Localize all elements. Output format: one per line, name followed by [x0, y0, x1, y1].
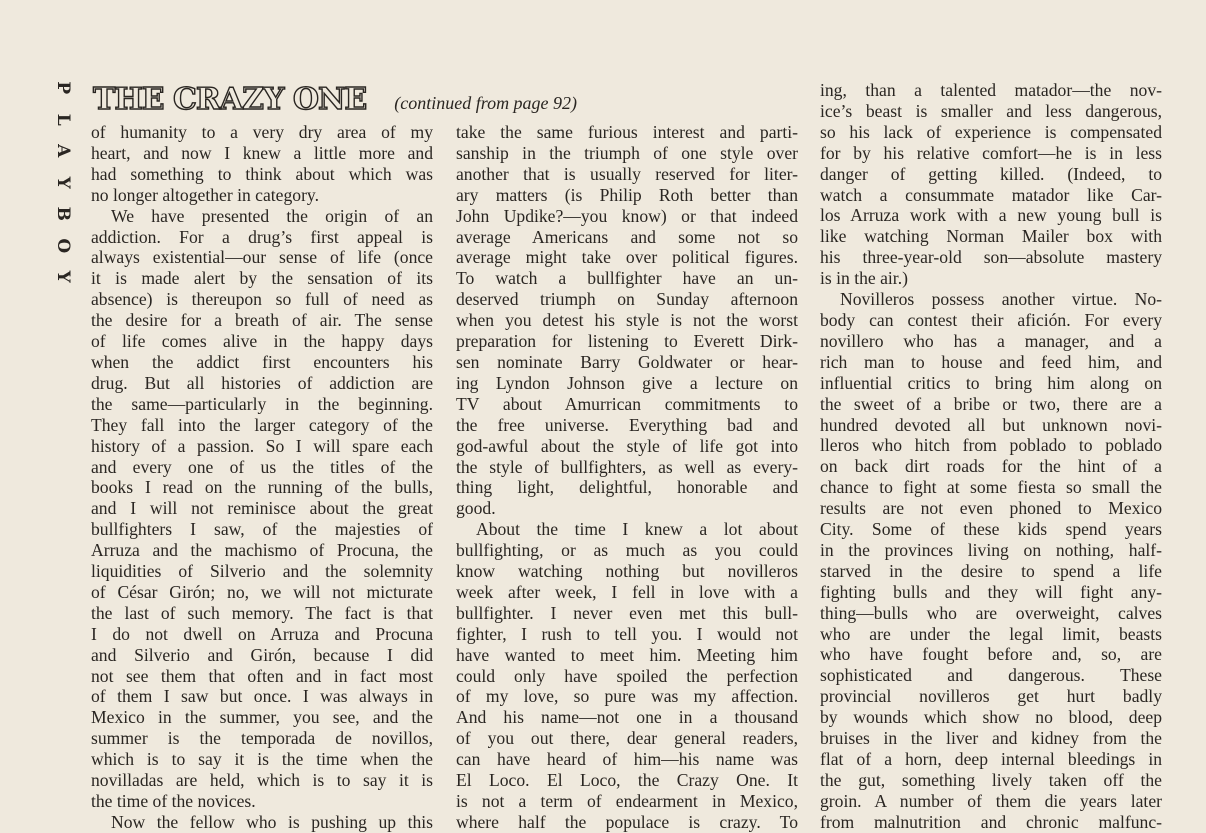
text-line: of César Girón; no, we will not micturate: [91, 581, 433, 602]
text-line: by wounds which show no blood, deep: [820, 707, 1162, 728]
text-line: could only have spoiled the perfection: [456, 665, 798, 686]
text-line: can have heard of him—his name was: [456, 749, 798, 770]
text-line: the free universe. Everything bad and: [456, 414, 798, 435]
article-header: [93, 82, 577, 118]
text-line: influential critics to bring him along on: [820, 372, 1162, 393]
text-line: so his lack of experience is compensated: [820, 121, 1162, 142]
text-line: preparation for listening to Everett Dirk-: [456, 331, 798, 352]
text-line: John Updike?—you know) or that indeed: [456, 205, 798, 226]
text-line: We have presented the origin of an: [111, 205, 433, 226]
text-line: is not a term of endearment in Mexico,: [456, 791, 798, 811]
text-line: bullfighters I saw, of the majesties of: [91, 519, 433, 540]
text-line: heart, and now I knew a little more and: [91, 142, 433, 163]
text-line: average Americans and some not so: [456, 226, 798, 247]
text-line: bruises in the liver and kidney from the: [820, 728, 1162, 749]
text-line: from malnutrition and chronic malfunc-: [820, 811, 1162, 832]
text-line: watch a consummate matador like Car-: [820, 184, 1162, 205]
text-line: rich man to house and feed him, and: [820, 351, 1162, 372]
text-line: body can contest their afición. For every: [820, 309, 1162, 330]
text-line: bullfighter. I never even met this bull-: [456, 602, 798, 623]
text-line: City. Some of these kids spend years: [820, 519, 1162, 540]
text-line: deserved triumph on Sunday afternoon: [456, 289, 798, 310]
text-line: of humanity to a very dry area of my: [91, 122, 433, 142]
text-column-3: [820, 80, 1162, 833]
text-line: who are under the legal limit, beasts: [820, 623, 1162, 644]
text-line: in the provinces living on nothing, half-: [820, 539, 1162, 560]
text-line: another that is usually reserved for liter-: [456, 163, 798, 184]
text-line: good.: [456, 498, 496, 519]
text-line: no longer altogether in category.: [91, 184, 319, 205]
text-line: books I read on the running of the bulls,: [91, 477, 433, 498]
text-line: chance to fight at some fiesta so small the: [820, 477, 1162, 498]
text-line: thing light, delightful, honorable and: [456, 477, 798, 498]
text-line: Arruza and the machismo of Procuna, the: [91, 540, 433, 561]
text-line: history of a passion. So I will spare each: [91, 435, 433, 456]
text-line: Mexico in the summer, you see, and the: [91, 707, 433, 728]
text-line: Now the fellow who is pushing up this: [111, 811, 433, 832]
text-line: ing Lyndon Johnson give a lecture on: [456, 372, 798, 393]
text-line: El Loco. El Loco, the Crazy One. It: [456, 770, 798, 791]
text-line: where half the populace is crazy. To: [456, 811, 798, 832]
text-line: drug. But all histories of addiction are: [91, 372, 433, 393]
text-line: los Arruza work with a new young bull is: [820, 205, 1162, 226]
text-line: the time of the novices.: [91, 791, 256, 811]
text-line: and Silverio and Girón, because I did: [91, 644, 433, 665]
text-line: summer is the temporada de novillos,: [91, 728, 433, 749]
text-line: the same—particularly in the beginning.: [91, 393, 433, 414]
text-line: fighting bulls and they will fight any-: [820, 581, 1162, 602]
text-line: danger of getting killed. (Indeed, to: [820, 163, 1162, 184]
brand-letter: P: [52, 81, 73, 95]
article-title: THE CRAZY ONE: [93, 82, 367, 117]
text-line: Novilleros possess another virtue. No-: [840, 289, 1162, 310]
brand-letter: A: [52, 144, 73, 158]
text-line: sophisticated and dangerous. These: [820, 665, 1162, 686]
text-line: for by his relative comfort—he is in less: [820, 142, 1162, 163]
text-line: his three-year-old son—absolute mastery: [820, 247, 1162, 268]
text-line: week after week, I fell in love with a: [456, 581, 798, 602]
text-line: ice’s beast is smaller and less dangerous,: [820, 100, 1162, 121]
text-line: TV about Amurrican commitments to: [456, 393, 798, 414]
text-line: groin. A number of them die years later: [820, 790, 1162, 811]
continued-note: (continued from page 92): [394, 93, 578, 113]
text-line: which is to say it is the time when the: [91, 749, 433, 770]
text-line: the desire for a breath of air. The sense: [91, 310, 433, 331]
text-line: have wanted to meet him. Meeting him: [456, 644, 798, 665]
text-line: bullfighting, or as much as you could: [456, 540, 798, 561]
text-line: when you detest his style is not the worst: [456, 310, 798, 331]
text-line: About the time I knew a lot about: [476, 519, 798, 540]
brand-letter: B: [52, 206, 73, 221]
text-column-1: [91, 122, 433, 833]
text-line: like watching Norman Mailer box with: [820, 226, 1162, 247]
text-line: I do not dwell on Arruza and Procuna: [91, 623, 433, 644]
text-line: They fall into the larger category of the: [91, 414, 433, 435]
text-line: not see them that often and in fact most: [91, 665, 433, 686]
text-line: and every one of us the titles of the: [91, 456, 433, 477]
text-column-2: [456, 122, 798, 833]
text-line: flat of a horn, deep internal bleedings in: [820, 749, 1162, 769]
text-line: ary matters (is Philip Roth better than: [456, 184, 798, 205]
text-line: the last of such memory. The fact is that: [91, 602, 433, 623]
text-line: had something to think about which was: [91, 163, 433, 184]
text-line: starved in the desire to spend a life: [820, 560, 1162, 581]
text-line: of life comes alive in the happy days: [91, 331, 433, 352]
text-line: sen nominate Barry Goldwater or hear-: [456, 351, 798, 372]
text-line: when the addict first encounters his: [91, 351, 433, 372]
text-line: liquidities of Silverio and the solemnity: [91, 561, 433, 582]
text-line: who have fought before and, so, are: [820, 644, 1162, 665]
text-line: fighter, I rush to tell you. I would not: [456, 623, 798, 644]
text-line: it is made alert by the sensation of its: [91, 268, 433, 289]
text-line: know watching nothing but novilleros: [456, 561, 798, 582]
text-line: To watch a bullfighter have an un-: [456, 268, 798, 289]
brand-letter: L: [52, 113, 73, 126]
text-line: lleros who hitch from poblado to poblado: [820, 435, 1162, 456]
text-line: is in the air.): [820, 268, 908, 289]
text-line: the sweet of a bribe or two, there are a: [820, 393, 1162, 414]
text-line: And his name—not one in a thousand: [456, 707, 798, 728]
text-line: ing, than a talented matador—the nov-: [820, 80, 1162, 100]
text-line: on back dirt roads for the hint of a: [820, 456, 1162, 477]
text-line: sanship in the triumph of one style over: [456, 142, 798, 163]
brand-letter: Y: [52, 176, 73, 189]
text-line: provincial novilleros get hurt badly: [820, 686, 1162, 707]
text-line: novilladas are held, which is to say it is: [91, 770, 433, 791]
text-line: take the same furious interest and parti-: [456, 122, 798, 142]
brand-letter: O: [52, 237, 73, 253]
text-line: the style of bullfighters, as well as every-: [456, 456, 798, 477]
text-line: of you out there, dear general readers,: [456, 728, 798, 749]
text-line: average might take over political figures.: [456, 247, 798, 268]
text-line: of my love, so pure was my affection.: [456, 686, 798, 707]
text-line: absence) is thereupon so full of need as: [91, 289, 433, 310]
text-line: novillero who has a manager, and a: [820, 330, 1162, 351]
vertical-magazine-name: [52, 72, 72, 293]
brand-letter: Y: [52, 270, 73, 283]
text-line: god-awful about the style of life got into: [456, 435, 798, 456]
text-line: thing—bulls who are overweight, calves: [820, 602, 1162, 623]
text-line: always existential—our sense of life (once: [91, 247, 433, 268]
text-line: results are not even phoned to Mexico: [820, 498, 1162, 519]
text-line: and I will not reminisce about the great: [91, 498, 433, 519]
text-line: hundred devoted all but unknown novi-: [820, 414, 1162, 435]
text-line: addiction. For a drug’s first appeal is: [91, 226, 433, 247]
text-line: of them I saw but once. I was always in: [91, 686, 433, 707]
text-line: the gut, something lively taken off the: [820, 769, 1162, 790]
